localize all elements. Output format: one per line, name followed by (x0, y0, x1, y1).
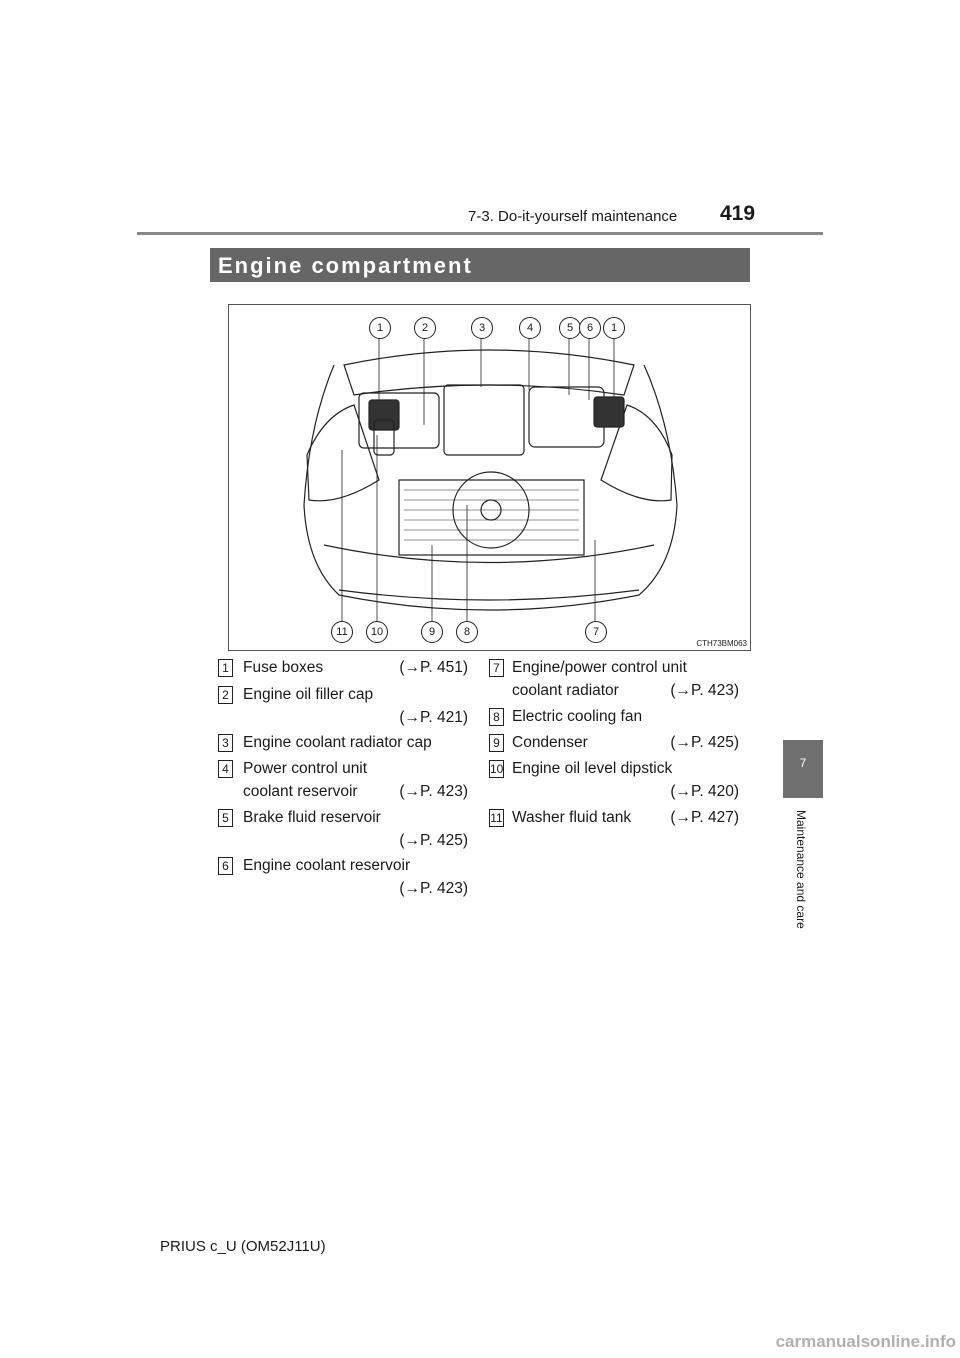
item-text: Engine/power control unit (512, 659, 687, 676)
item-ref: (→P. 423) (399, 783, 468, 800)
item-number: 9 (489, 734, 504, 752)
page-number: 419 (720, 202, 756, 225)
item-number: 2 (218, 686, 233, 704)
item-number: 7 (489, 659, 504, 677)
list-item (218, 757, 468, 803)
item-ref: (→P. 420) (670, 783, 739, 800)
item-text: Condenser (512, 734, 588, 751)
chapter-number: 7 (799, 756, 807, 770)
footer-model: PRIUS c_U (OM52J11U) (160, 1238, 326, 1255)
list-item (218, 683, 468, 729)
callout-2: 2 (414, 317, 436, 339)
callout-7: 7 (585, 621, 607, 643)
item-number: 3 (218, 734, 233, 752)
callout-6: 6 (579, 317, 601, 339)
callout-4: 4 (519, 317, 541, 339)
engine-compartment-illustration (229, 305, 750, 650)
list-item (218, 854, 468, 900)
item-number: 6 (218, 857, 233, 875)
item-ref: (→P. 451) (399, 659, 468, 676)
callout-1b: 1 (603, 317, 625, 339)
item-text: Power control unit (243, 760, 368, 777)
item-number: 8 (489, 708, 504, 726)
section-title: Engine compartment (218, 253, 473, 278)
item-text: Engine oil level dipstick (512, 760, 673, 777)
section-reference: 7-3. Do-it-yourself maintenance (468, 208, 678, 225)
figure-code: CTH73BM063 (696, 639, 747, 648)
item-text: Brake fluid reservoir (243, 809, 381, 826)
item-text: Electric cooling fan (512, 708, 643, 725)
list-item (489, 757, 739, 803)
item-number: 10 (490, 762, 504, 776)
list-item (218, 806, 468, 852)
item-number: 4 (218, 760, 233, 778)
item-text: Engine coolant radiator cap (243, 734, 432, 751)
callout-5: 5 (559, 317, 581, 339)
item-text: Engine coolant reservoir (243, 857, 411, 874)
item-number: 1 (218, 659, 233, 677)
callout-10: 10 (366, 621, 388, 643)
item-ref: (→P. 423) (399, 880, 468, 897)
callout-3: 3 (471, 317, 493, 339)
chapter-label: Maintenance and care (794, 810, 808, 929)
header-divider (137, 232, 823, 235)
callout-8: 8 (456, 621, 478, 643)
watermark[interactable]: carmanualsonline.info (775, 1332, 956, 1351)
chapter-label-container (794, 810, 816, 960)
item-number: 11 (490, 811, 503, 825)
item-text-line2: coolant reservoir (243, 783, 358, 800)
callout-9: 9 (421, 621, 443, 643)
list-item (489, 656, 739, 702)
item-ref: (→P. 423) (670, 682, 739, 699)
engine-compartment-figure (228, 304, 751, 651)
item-ref: (→P. 425) (399, 832, 468, 849)
callout-1: 1 (369, 317, 391, 339)
item-text-line2: coolant radiator (512, 682, 619, 699)
callout-11: 11 (331, 621, 353, 643)
item-ref: (→P. 421) (399, 709, 468, 726)
item-ref: (→P. 427) (670, 809, 739, 826)
item-text: Fuse boxes (243, 659, 324, 676)
item-ref: (→P. 425) (670, 734, 739, 751)
item-text: Washer fluid tank (512, 809, 632, 826)
item-text: Engine oil filler cap (243, 686, 374, 703)
item-number: 5 (218, 809, 233, 827)
